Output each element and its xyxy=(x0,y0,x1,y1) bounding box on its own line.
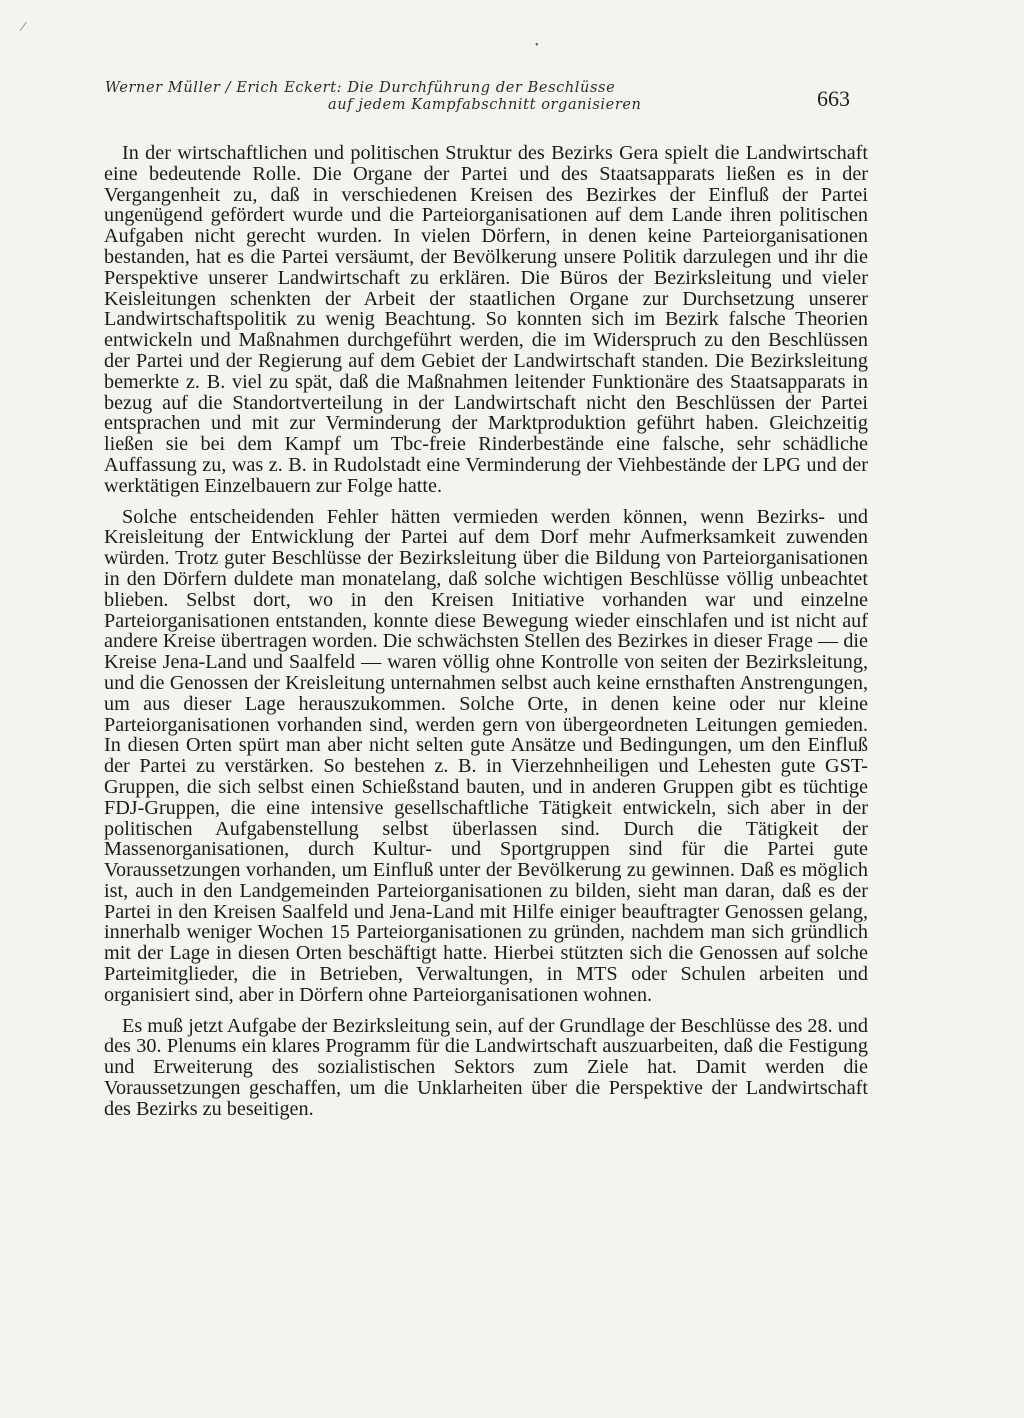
page-number: 663 xyxy=(817,86,850,111)
scan-speck: • xyxy=(535,40,539,51)
running-head-line-1: Werner Müller / Erich Eckert: Die Durchführung der Beschlüsse xyxy=(105,80,616,96)
paragraph-3: Es muß jetzt Aufgabe der Bezirksleitung sein, auf der Grundlage der Beschlüsse des 28. und des 30. Plenums ein klares Programm für die Landwirtschaft auszuarbeiten, daß die Festigung und Erweiterung des sozialistischen Sektors zum Ziele hat. Damit werden die Voraussetzungen geschaffen, um die Unklarheiten über die Perspektive der Landwirtschaft des Bezirks zu beseitigen. xyxy=(104,1014,868,1120)
paragraph-2: Solche entscheidenden Fehler hätten vermieden werden können, wenn Bezirks- und Kreisleitung der Entwicklung der Partei auf dem Dorf mehr Aufmerksamkeit zuwenden würden. Trotz guter Beschlüsse der Bezirksleitung über die Bildung von Parteiorganisationen in den Dörfern duldete man monatelang, daß solche wichtigen Beschlüsse völlig unbeachtet blieben. Selbst dort, wo in den Kreisen Initiative vorhanden war und einzelne Parteiorganisationen entstanden, konnte diese Bewegung wieder einschlafen und ist nicht auf andere Kreise übertragen worden. Die schwächsten Stellen des Bezirkes in dieser Frage — die Kreise Jena-Land und Saalfeld — waren völlig ohne Kontrolle von seiten der Bezirksleitung, und die Genossen der Kreisleitung unternahmen selbst auch keine ernsthaften Anstrengungen, um aus dieser Lage herauszukommen. Solche Orte, in denen keine oder nur kleine Parteiorganisationen vorhanden sind, werden gern von übergeordneten Leitungen gemieden. In diesen Orten spürt man aber nicht selten gute Ansätze und Bedingungen, um den Einfluß der Partei zu verstärken. So bestehen z. B. in Vierzehnheiligen und Lehesten gute GST-Gruppen, die sich selbst einen Schießstand bauten, und in anderen Gruppen gibt es tüchtige FDJ-Gruppen, die eine intensive gesellschaftliche Tätigkeit entwickeln, sich aber in der politischen Aufgabenstellung selbst überlassen sind. Durch die Tätigkeit der Massenorganisationen, durch Kultur- und Sportgruppen sind für die Partei gute Voraussetzungen vorhanden, um Einfluß unter der Bevölkerung zu gewinnen. Daß es möglich ist, auch in den Landgemeinden Parteiorganisationen zu bilden, sieht man daran, daß es der Partei in den Kreisen Saalfeld und Jena-Land mit Hilfe einiger beauftragter Genossen gelang, innerhalb weniger Wochen 15 Parteiorganisationen zu gründen, nachdem man sich gründlich mit der Lage in diesen Orten beschäftigt hatte. Hierbei stützten sich die Genossen auf solche Parteimitglieder, die in Betrieben, Verwaltungen, in MTS oder Schulen arbeiten und organisiert sind, aber in Dörfern ohne Parteiorganisationen wohnen. xyxy=(104,505,868,1006)
running-head xyxy=(105,80,685,114)
running-head-line-2: auf jedem Kampfabschnitt organisieren xyxy=(328,97,642,113)
article-body xyxy=(104,143,868,1120)
paragraph-1: In der wirtschaftlichen und politischen Struktur des Bezirks Gera spielt die Landwirtschaft eine bedeutende Rolle. Die Organe der Partei und des Staatsapparats ließen es in der Vergangenheit zu, daß in verschiedenen Kreisen des Bezirkes der Einfluß der Partei ungenügend gefördert wurde und die Parteiorganisationen auf dem Lande ihren politischen Aufgaben nicht gerecht wurden. In vielen Dörfern, in denen keine Parteiorganisationen bestanden, hat es die Partei versäumt, der Bevölkerung unsere Politik darzulegen und ihr die Perspektive unserer Landwirtschaft zu erklären. Die Büros der Bezirksleitung und vieler Keisleitungen schenkten der Arbeit der staatlichen Organe zur Durchsetzung unserer Landwirtschaftspolitik zu wenig Beachtung. So konnten sich im Bezirk falsche Theorien entwickeln und Maßnahmen durchgeführt werden, die im Widerspruch zu den Beschlüssen der Partei und der Regierung auf dem Gebiet der Landwirtschaft standen. Die Bezirksleitung bemerkte z. B. viel zu spät, daß die Maßnahmen leitender Funktionäre des Staatsapparats in bezug auf die Standortverteilung in der Landwirtschaft nicht den Beschlüssen der Partei entsprachen und mit zur Verminderung der Marktproduktion geführt haben. Gleichzeitig ließen sie bei dem Kampf um Tbc-freie Rinderbestände eine falsche, sehr schädliche Auffassung zu, was z. B. in Rudolstadt eine Verminderung der Viehbestände der LPG und der werktätigen Einzelbauern zur Folge hatte. xyxy=(104,142,868,497)
scan-speck: ⁄ xyxy=(22,20,25,35)
